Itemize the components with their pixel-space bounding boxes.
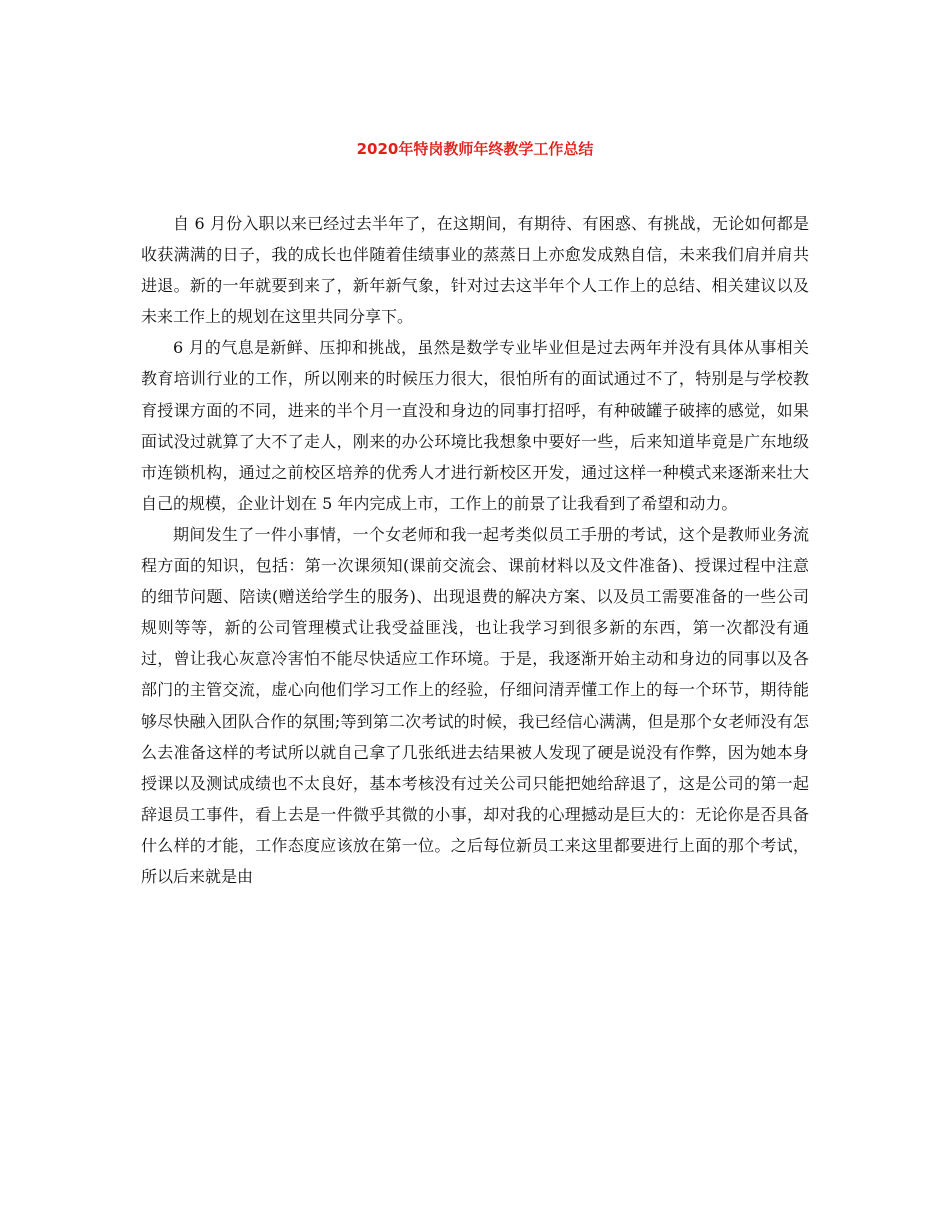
paragraph-3: 期间发生了一件小事情，一个女老师和我一起考类似员工手册的考试，这个是教师业务流程方面的知识，包括：第一次课须知(课前交流会、课前材料以及文件准备)、授课过程中注意的细节问题、陪读(赠送给学生的服务)、出现退费的解决方案、以及员工需要准备的一些公司规则等等，新的公司管理模式让我受益匪浅，也让我学习到很多新的东西，第一次都没有通过，曾让我心灰意冷害怕不能尽快适应工作环境。于是，我逐渐开始主动和身边的同事以及各部门的主管交流，虚心向他们学习工作上的经验，仔细问清弄懂工作上的每一个环节，期待能够尽快融入团队合作的氛围;等到第二次考试的时候，我已经信心满满，但是那个女老师没有怎么去准备这样的考试所以就自己拿了几张纸进去结果被人发现了硬是说没有作弊，因为她本身授课以及测试成绩也不太良好，基本考核没有过关公司只能把她给辞退了，这是公司的第一起辞退员工事件，看上去是一件微乎其微的小事，却对我的心理撼动是巨大的：无论你是否具备什么样的才能，工作态度应该放在第一位。之后每位新员工来这里都要进行上面的那个考试，所以后来就是由 [141, 524, 809, 886]
document-body [141, 208, 809, 892]
document-title: 2020年特岗教师年终教学工作总结 [356, 140, 594, 158]
paragraph-1: 自 6 月份入职以来已经过去半年了，在这期间，有期待、有困惑、有挑战，无论如何都是收获满满的日子，我的成长也伴随着佳绩事业的蒸蒸日上亦愈发成熟自信，未来我们肩并肩共进退。新的一年就要到来了，新年新气象，针对过去这半年个人工作上的总结、相关建议以及未来工作上的规划在这里共同分享下。 [141, 214, 809, 327]
paragraph-2: 6 月的气息是新鲜、压抑和挑战，虽然是数学专业毕业但是过去两年并没有具体从事相关教育培训行业的工作，所以刚来的时候压力很大，很怕所有的面试通过不了，特别是与学校教育授课方面的不同，进来的半个月一直没和身边的同事打招呼，有种破罐子破摔的感觉，如果面试没过就算了大不了走人，刚来的办公环境比我想象中要好一些，后来知道毕竟是广东地级市连锁机构，通过之前校区培养的优秀人才进行新校区开发，通过这样一种模式来逐渐来壮大自己的规模，企业计划在 5 年内完成上市，工作上的前景了让我看到了希望和动力。 [141, 338, 809, 513]
